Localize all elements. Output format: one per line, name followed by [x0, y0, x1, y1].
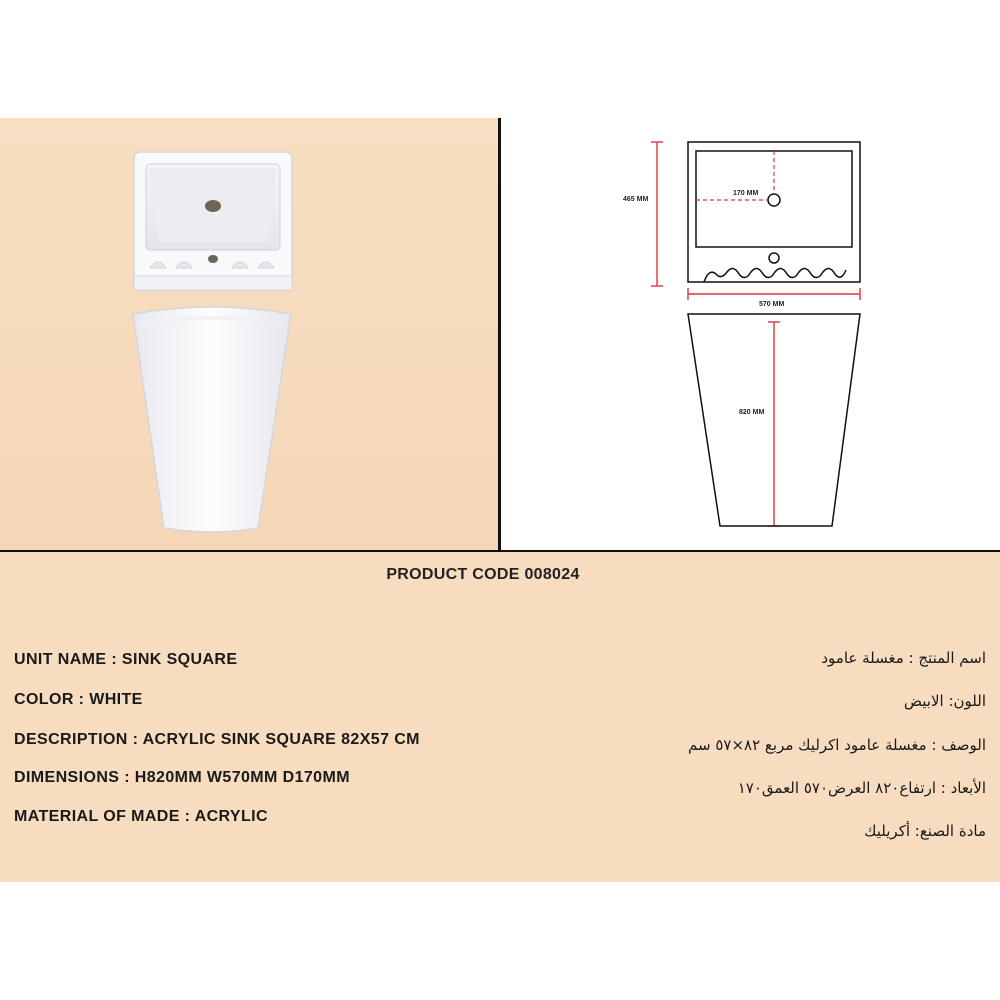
- spec-ar-description: الوصف : مغسلة عامود اكرليك مربع ٨٢×٥٧ سم: [687, 736, 986, 754]
- technical-drawing-panel: [501, 118, 1000, 551]
- product-photo-panel: [0, 118, 498, 551]
- height-label: 465 MM: [623, 196, 649, 203]
- pedestal-height-label: 820 MM: [739, 409, 765, 416]
- basin-photo: [134, 152, 292, 290]
- spec-ar-material: مادة الصنع: أكريليك: [864, 822, 986, 840]
- width-label: 570 MM: [759, 301, 785, 308]
- spec-dimensions: DIMENSIONS : H820MM W570MM D170MM: [14, 769, 350, 786]
- section-divider: [0, 550, 1000, 552]
- spec-material: MATERIAL OF MADE : ACRYLIC: [14, 808, 268, 825]
- spec-ar-color: اللون: الابيض: [903, 692, 986, 710]
- basin-drawing: [688, 142, 860, 282]
- product-code: PRODUCT CODE 008024: [386, 566, 580, 583]
- spec-color: COLOR : WHITE: [14, 691, 143, 708]
- spec-ar-dimensions: الأبعاد : ارتفاع٨٢٠ العرض٥٧٠ العمق١٧٠: [737, 779, 986, 797]
- sink-photo: [0, 118, 498, 551]
- spec-ar-unit-name: اسم المنتج : مغسلة عامود: [821, 649, 986, 667]
- spec-description: DESCRIPTION : ACRYLIC SINK SQUARE 82X57 CM: [14, 731, 420, 748]
- spec-unit-name: UNIT NAME : SINK SQUARE: [14, 651, 238, 668]
- depth-label: 170 MM: [733, 190, 759, 197]
- technical-drawing: [501, 118, 1000, 551]
- pedestal-photo: [133, 307, 291, 532]
